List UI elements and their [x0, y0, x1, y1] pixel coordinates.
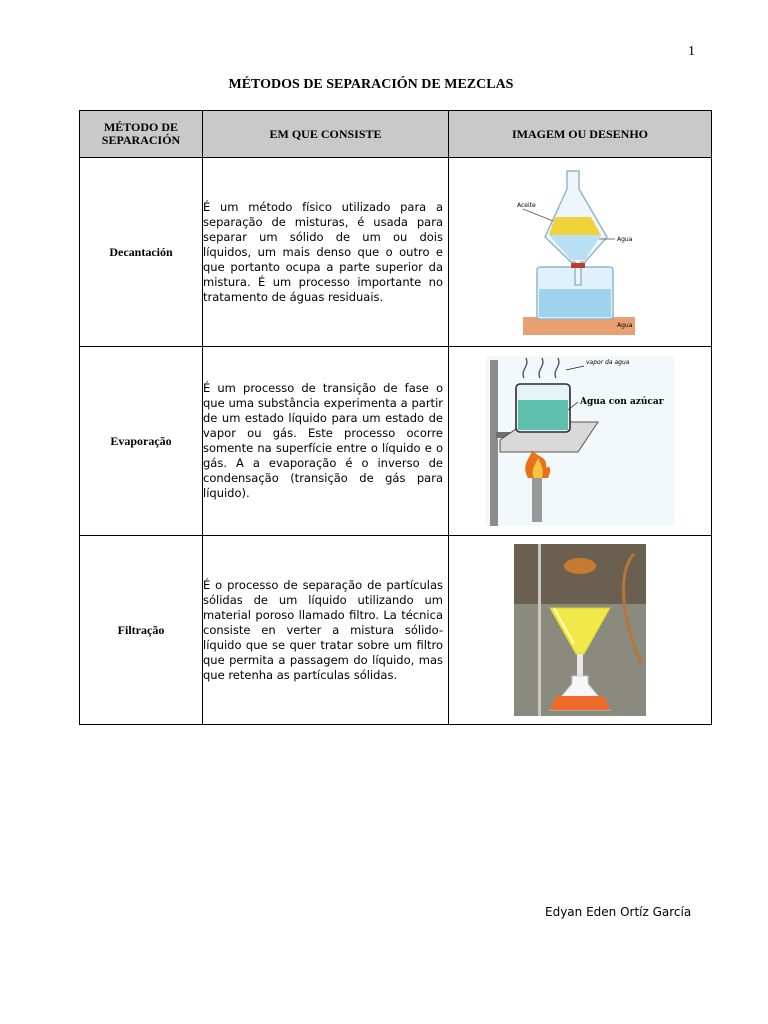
image-cell — [449, 536, 712, 725]
method-name-filtration: Filtração — [80, 536, 203, 725]
label-sugar-water: Agua con azúcar — [580, 397, 664, 407]
header-method: MÉTODO DE SEPARACIÓN — [80, 111, 203, 158]
filtrate-liquid — [550, 696, 610, 710]
page-number: 1 — [688, 44, 695, 59]
separation-methods-table — [79, 110, 712, 725]
label-line-oil — [523, 209, 553, 221]
pouring-beaker — [564, 558, 596, 574]
image-cell — [449, 158, 712, 347]
table-row — [80, 158, 712, 347]
header-image: IMAGEM OU DESENHO — [449, 111, 712, 158]
author-name: Edyan Eden Ortíz García — [545, 905, 692, 919]
description-evaporation: É um processo de transição de fase o que uma substância experimenta a partir de um estado líquido para um estado de vapor ou gás. Este processo ocorre somente na superfície entre o líquido e o gás. A a evaporação é o inverso de condensação (transição de gás para líquido). — [203, 381, 443, 500]
evaporation-illustration — [486, 356, 674, 526]
beaker-water — [539, 289, 611, 317]
description-cell — [203, 347, 449, 536]
label-water-vapor: vapor da agua — [586, 359, 630, 366]
description-decantation: É um método físico utilizado para a separação de misturas, é usada para separar um sólido de um ou dois líquidos, um mais denso que o outro e que portanto ocupa a parte superior da mistura. É um processo importante no tratamento de águas residuais. — [203, 199, 443, 304]
label-water-top: Agua — [617, 236, 633, 243]
sugar-water — [518, 400, 568, 430]
table-row — [80, 536, 712, 725]
label-oil: Aceite — [517, 202, 536, 209]
burner — [532, 478, 542, 522]
method-name-decantation: Decantación — [80, 158, 203, 347]
stopcock — [571, 263, 585, 268]
filtration-photo — [514, 544, 646, 716]
image-cell — [449, 347, 712, 536]
decantation-illustration — [515, 167, 645, 337]
stand-rod — [538, 544, 541, 716]
document-title: MÉTODOS DE SEPARACIÓN DE MEZCLAS — [228, 77, 514, 92]
table-row — [80, 347, 712, 536]
description-cell — [203, 158, 449, 347]
header-description: EM QUE CONSISTE — [203, 111, 449, 158]
table-header-row — [80, 111, 712, 158]
support-rod — [490, 360, 498, 526]
label-water-bottom: Agua — [617, 322, 633, 329]
description-cell — [203, 536, 449, 725]
funnel-stem — [577, 654, 583, 678]
method-name-evaporation: Evaporação — [80, 347, 203, 536]
description-filtration: É o processo de separação de partículas sólidas de um líquido utilizando um material poroso llamado filtro. La técnica consiste en verter a mistura sólido-líquido que se quer tratar sobre um filtro que permita a passagem do líquido, mas que retenha as partículas sólidas. — [203, 577, 443, 682]
